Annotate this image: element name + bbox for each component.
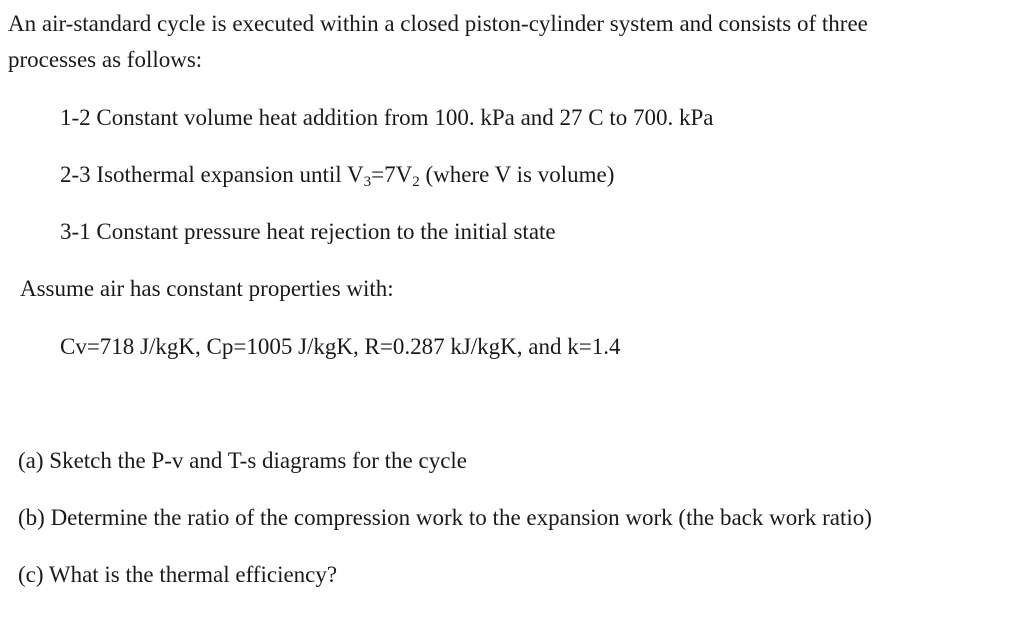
question-b: (b) Determine the ratio of the compression work to the expansion work (the back work ratio) bbox=[18, 505, 872, 530]
process-2-3-suffix: (where V is volume) bbox=[419, 162, 615, 187]
intro-line-1: An air-standard cycle is executed within a closed piston-cylinder system and consists of three bbox=[8, 11, 868, 36]
question-c: (c) What is the thermal efficiency? bbox=[18, 562, 338, 587]
process-3-1: 3-1 Constant pressure heat rejection to the initial state bbox=[60, 219, 556, 244]
air-properties: Cv=718 J/kgK, Cp=1005 J/kgK, R=0.287 kJ/kgK, and k=1.4 bbox=[60, 334, 621, 359]
process-2-3-mid: =7V bbox=[371, 162, 413, 187]
intro-line-2: processes as follows: bbox=[8, 47, 203, 72]
subscript-3: 3 bbox=[363, 174, 372, 190]
assumption-heading: Assume air has constant properties with: bbox=[20, 276, 394, 301]
process-1-2: 1-2 Constant volume heat addition from 100. kPa and 27 C to 700. kPa bbox=[60, 105, 714, 130]
process-2-3-prefix: 2-3 Isothermal expansion until V bbox=[60, 162, 364, 187]
process-2-3 bbox=[60, 161, 614, 189]
subscript-2: 2 bbox=[412, 174, 420, 190]
question-a: (a) Sketch the P-v and T-s diagrams for the cycle bbox=[18, 448, 468, 473]
